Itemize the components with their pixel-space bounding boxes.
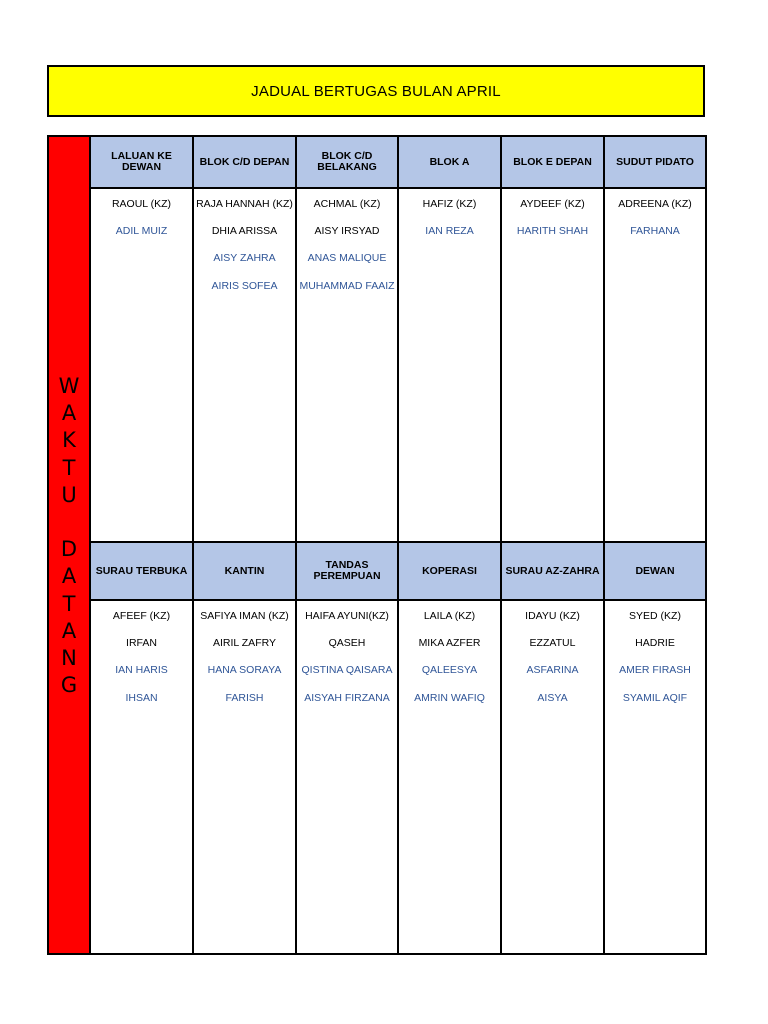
student-name: EZZATUL [529,637,576,650]
student-name: SYED (KZ) [629,610,681,622]
name-list [502,607,603,716]
side-label-letter: N [61,645,77,670]
side-label-letter: G [60,673,78,698]
name-list [194,607,295,716]
side-label-letter: A [61,618,77,643]
student-name: HAFIZ (KZ) [422,198,477,210]
student-name: SAFIYA IMAN (KZ) [200,610,289,622]
side-label-bar [49,137,91,953]
column-header: TANDAS PEREMPUAN [297,543,397,601]
roster-column [91,543,194,953]
roster-column [605,137,705,541]
student-name: AMER FIRASH [619,664,691,677]
student-name: SYAMIL AQIF [622,691,688,704]
name-list [91,607,192,716]
student-name: ANAS MALIQUE [307,252,387,265]
student-name: IRFAN [126,637,157,650]
roster-section-bottom [91,543,705,953]
column-header: SURAU AZ-ZAHRA [502,543,603,601]
roster-section-top [91,137,705,543]
student-name: AISYA [537,691,568,704]
roster-column [502,543,605,953]
student-name: IDAYU (KZ) [525,610,580,622]
column-header: SURAU TERBUKA [91,543,192,601]
student-name: ADREENA (KZ) [618,198,692,210]
column-header: LALUAN KE DEWAN [91,137,192,189]
roster-column [91,137,194,541]
column-header: DEWAN [605,543,705,601]
student-name: ASFARINA [526,664,579,677]
name-list [502,195,603,249]
column-header: KANTIN [194,543,295,601]
student-name: ADIL MUIZ [115,225,168,238]
student-name: QALEESYA [421,664,478,677]
page-title: JADUAL BERTUGAS BULAN APRIL [47,65,705,117]
column-header: SUDUT PIDATO [605,137,705,189]
roster-column [194,543,297,953]
roster-column [194,137,297,541]
side-label-letter: K [62,428,76,453]
student-name: LAILA (KZ) [423,610,476,622]
column-header: BLOK C/D DEPAN [194,137,295,189]
side-label [49,373,89,699]
side-label-letter: T [62,455,76,480]
student-name: HAIFA AYUNI(KZ) [305,610,389,622]
name-list [91,195,192,249]
side-label-letter: A [61,401,77,426]
side-label-letter: W [58,374,80,398]
student-name: MIKA AZFER [418,637,481,650]
name-list [399,607,500,716]
name-list [194,195,295,304]
student-name: IAN HARIS [115,664,168,677]
column-header: BLOK C/D BELAKANG [297,137,397,189]
student-name: HADRIE [635,637,675,650]
name-list [297,195,397,304]
roster-column [297,137,399,541]
roster-column [297,543,399,953]
column-header: BLOK A [399,137,500,189]
student-name: ACHMAL (KZ) [313,198,381,210]
name-list [297,607,397,716]
student-name: AISYAH FIRZANA [304,691,390,704]
side-label-letter [49,509,89,536]
roster-column [605,543,705,953]
roster-column [399,137,502,541]
student-name: IHSAN [125,691,158,704]
column-header: KOPERASI [399,543,500,601]
student-name: FARHANA [630,225,680,238]
student-name: DHIA ARISSA [211,225,278,238]
side-label-letter: D [60,537,78,562]
duty-roster-table [47,135,707,955]
column-header: BLOK E DEPAN [502,137,603,189]
student-name: HARITH SHAH [516,225,589,238]
student-name: AIRIL ZAFRY [212,637,276,650]
side-label-letter: A [61,564,77,589]
name-list [399,195,500,249]
student-name: RAOUL (KZ) [111,198,172,210]
name-list [605,195,705,249]
student-name: IAN REZA [425,225,474,238]
student-name: MUHAMMAD FAAIZ [299,279,395,292]
student-name: FARISH [225,691,264,704]
student-name: QISTINA QAISARA [301,664,393,677]
name-list [605,607,705,716]
student-name: RAJA HANNAH (KZ) [196,198,293,210]
student-name: AIRIS SOFEA [211,279,278,292]
student-name: QASEH [328,637,366,650]
roster-column [399,543,502,953]
student-name: AYDEEF (KZ) [520,198,585,210]
student-name: AMRIN WAFIQ [414,691,485,704]
student-name: AISY IRSYAD [314,225,380,238]
roster-column [502,137,605,541]
side-label-letter: U [61,482,77,507]
student-name: HANA SORAYA [207,664,282,677]
student-name: AISY ZAHRA [213,252,276,265]
side-label-letter: T [62,591,76,616]
student-name: AFEEF (KZ) [112,610,171,622]
